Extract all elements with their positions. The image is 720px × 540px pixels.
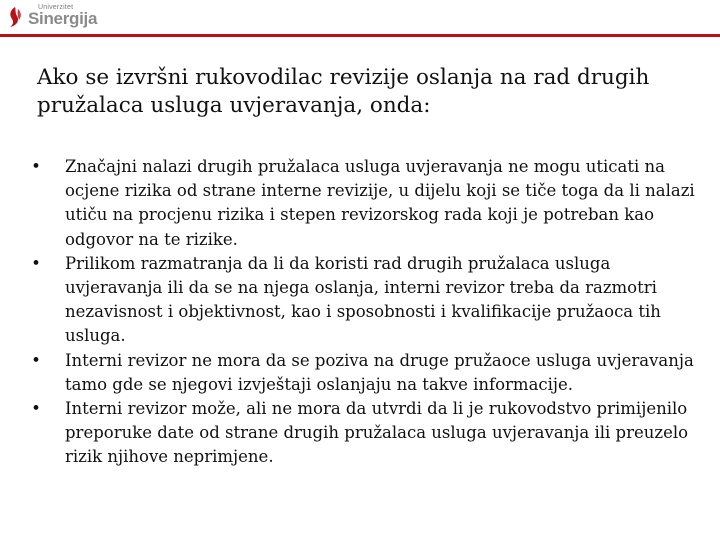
- logo-subtitle: Univerzitet: [38, 4, 74, 11]
- bullet-text: Interni revizor ne mora da se poziva na druge pružaoce usluga uvjeravanja tamo gde se njegovi izvještaji oslanjaju na takve informacije.: [65, 350, 694, 394]
- bullet-text: Interni revizor može, ali ne mora da utvrdi da li je rukovodstvo primijenilo preporuke date od strane drugih pružalaca usluga uvjeravanja ili preuzelo rizik njihove neprimjene.: [65, 399, 689, 467]
- bullet-item: [30, 155, 700, 252]
- bullet-text: Značajni nalazi drugih pružalaca usluga uvjeravanja ne mogu uticati na ocjene rizika od strane interne revizije, u dijelu koji se tiče toga da li nalazi utiču na procjenu rizika i stepen revizorskog rada koji je potreban kao odgovor na te rizike.: [65, 157, 695, 249]
- university-logo: [6, 2, 106, 32]
- bullet-marker: •: [31, 350, 41, 370]
- header-divider: [0, 34, 720, 37]
- logo-name: Sinergija: [28, 9, 98, 28]
- bullet-item: [30, 349, 700, 397]
- bullet-marker: •: [31, 157, 41, 176]
- bullet-marker: •: [31, 253, 41, 273]
- bullet-text: Prilikom razmatranja da li da koristi rad drugih pružalaca usluga uvjeravanja ili da se na njega oslanja, interni revizor treba da razmotri nezavisnost i objektivnost, kao i sposobnosti i kvalifikacije pružaoca tih usluga.: [65, 253, 661, 346]
- bullet-list: [30, 155, 700, 470]
- slide-title: Ako se izvršni rukovodilac revizije oslanja na rad drugih pružalaca usluga uvjeravanja, onda:: [37, 65, 650, 118]
- bullet-marker: •: [31, 399, 41, 419]
- bullet-item: [30, 252, 700, 349]
- sinergija-logo-icon: [6, 6, 24, 28]
- bullet-item: [30, 397, 700, 470]
